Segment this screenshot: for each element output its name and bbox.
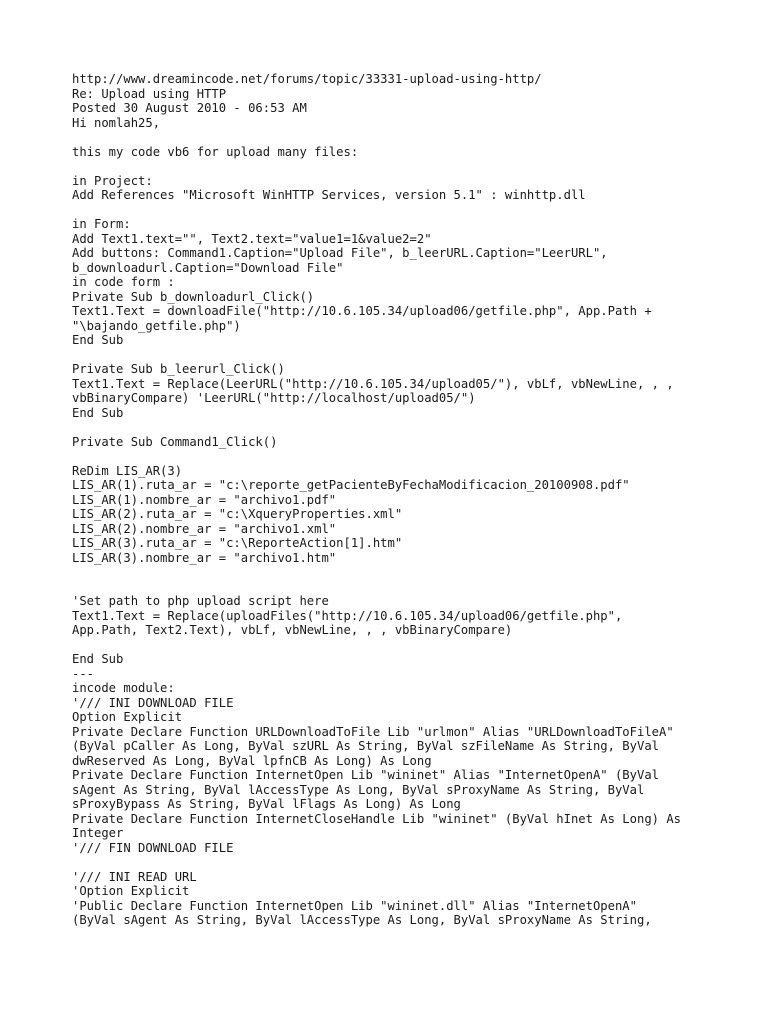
- document-line: vbBinaryCompare) 'LeerURL("http://localhost/upload05/"): [72, 391, 476, 405]
- document-line: Posted 30 August 2010 - 06:53 AM: [72, 101, 307, 115]
- document-line: LIS_AR(2).ruta_ar = "c:\XqueryProperties.xml": [72, 507, 403, 521]
- document-line: Private Sub b_leerurl_Click(): [72, 362, 285, 376]
- document-line: LIS_AR(3).nombre_ar = "archivo1.htm": [72, 550, 337, 565]
- document-line: '/// INI DOWNLOAD FILE: [72, 695, 234, 710]
- document-line: '/// FIN DOWNLOAD FILE: [72, 840, 234, 855]
- document-line: 'Set path to php upload script here: [72, 594, 329, 608]
- document-line: End Sub: [72, 333, 124, 347]
- document-line: End Sub: [72, 652, 124, 666]
- document-line: sAgent As String, ByVal lAccessType As Long, ByVal sProxyName As String, ByVal: [72, 782, 645, 797]
- document-line: 'Option Explicit: [72, 884, 190, 898]
- document-line: [72, 203, 752, 218]
- document-line: [72, 159, 752, 174]
- document-line: Text1.Text = downloadFile("http://10.6.105.34/upload06/getfile.php", App.Path +: [72, 304, 652, 318]
- document-line: "\bajando_getfile.php"): [72, 318, 241, 333]
- document-line: LIS_AR(1).ruta_ar = "c:\reporte_getPacienteByFechaModificacion_20100908.pdf": [72, 478, 630, 492]
- document-line: [72, 638, 752, 653]
- document-line: Add Text1.text="", Text2.text="value1=1&value2=2": [72, 231, 432, 246]
- document-line: Option Explicit: [72, 710, 183, 724]
- document-line: LIS_AR(3).ruta_ar = "c:\ReporteAction[1].htm": [72, 536, 403, 550]
- document-line: ---: [72, 666, 95, 681]
- document-line: in code form :: [72, 275, 175, 289]
- document-line: sProxyBypass As String, ByVal lFlags As Long) As Long: [72, 797, 461, 811]
- document-line: dwReserved As Long, ByVal lpfnCB As Long) As Long: [72, 753, 432, 768]
- document-line: Text1.Text = Replace(uploadFiles("http://10.6.105.34/upload06/getfile.php",: [72, 608, 623, 623]
- document-line: Text1.Text = Replace(LeerURL("http://10.6.105.34/upload05/"), vbLf, vbNewLine, , ,: [72, 376, 674, 391]
- document-line: ReDim LIS_AR(3): [72, 463, 183, 478]
- document-line: LIS_AR(2).nombre_ar = "archivo1.xml": [72, 521, 337, 536]
- document-line: Private Sub Command1_Click(): [72, 434, 278, 449]
- document-line: Add buttons: Command1.Caption="Upload File", b_leerURL.Caption="LeerURL",: [72, 246, 608, 260]
- document-line: App.Path, Text2.Text), vbLf, vbNewLine, , , vbBinaryCompare): [72, 623, 513, 637]
- document-line: '/// INI READ URL: [72, 869, 197, 884]
- document-line: 'Public Declare Function InternetOpen Lib "wininet.dll" Alias "InternetOpenA": [72, 898, 637, 913]
- document-line: in Project:: [72, 173, 153, 188]
- document-line: [72, 420, 752, 435]
- document-line: Hi nomlah25,: [72, 115, 161, 130]
- document-line: Private Declare Function InternetCloseHandle Lib "wininet" (ByVal hInet As Long) As: [72, 811, 682, 826]
- document-body: [72, 72, 752, 928]
- document-line: http://www.dreamincode.net/forums/topic/33331-upload-using-http/: [72, 72, 542, 86]
- document-line: this my code vb6 for upload many files:: [72, 144, 359, 159]
- document-line: [72, 348, 752, 363]
- document-line: (ByVal pCaller As Long, ByVal szURL As String, ByVal szFileName As String, ByVal: [72, 739, 659, 753]
- document-line: [72, 130, 752, 145]
- document-line: b_downloadurl.Caption="Download File": [72, 260, 344, 275]
- document-line: Private Declare Function InternetOpen Lib "wininet" Alias "InternetOpenA" (ByVal: [72, 768, 659, 782]
- document-line: [72, 580, 752, 595]
- document-line: LIS_AR(1).nombre_ar = "archivo1.pdf": [72, 492, 337, 507]
- document-line: Private Declare Function URLDownloadToFile Lib "urlmon" Alias "URLDownloadToFileA": [72, 724, 674, 739]
- document-line: End Sub: [72, 405, 124, 420]
- document-line: Re: Upload using HTTP: [72, 86, 227, 101]
- document-line: [72, 855, 752, 870]
- document-line: Integer: [72, 826, 124, 840]
- document-line: [72, 565, 752, 580]
- document-line: Private Sub b_downloadurl_Click(): [72, 289, 315, 304]
- document-line: [72, 449, 752, 464]
- document-line: in Form:: [72, 217, 131, 231]
- document-line: (ByVal sAgent As String, ByVal lAccessType As Long, ByVal sProxyName As String,: [72, 913, 652, 927]
- document-line: Add References "Microsoft WinHTTP Services, version 5.1" : winhttp.dll: [72, 188, 586, 202]
- document-line: incode module:: [72, 681, 175, 695]
